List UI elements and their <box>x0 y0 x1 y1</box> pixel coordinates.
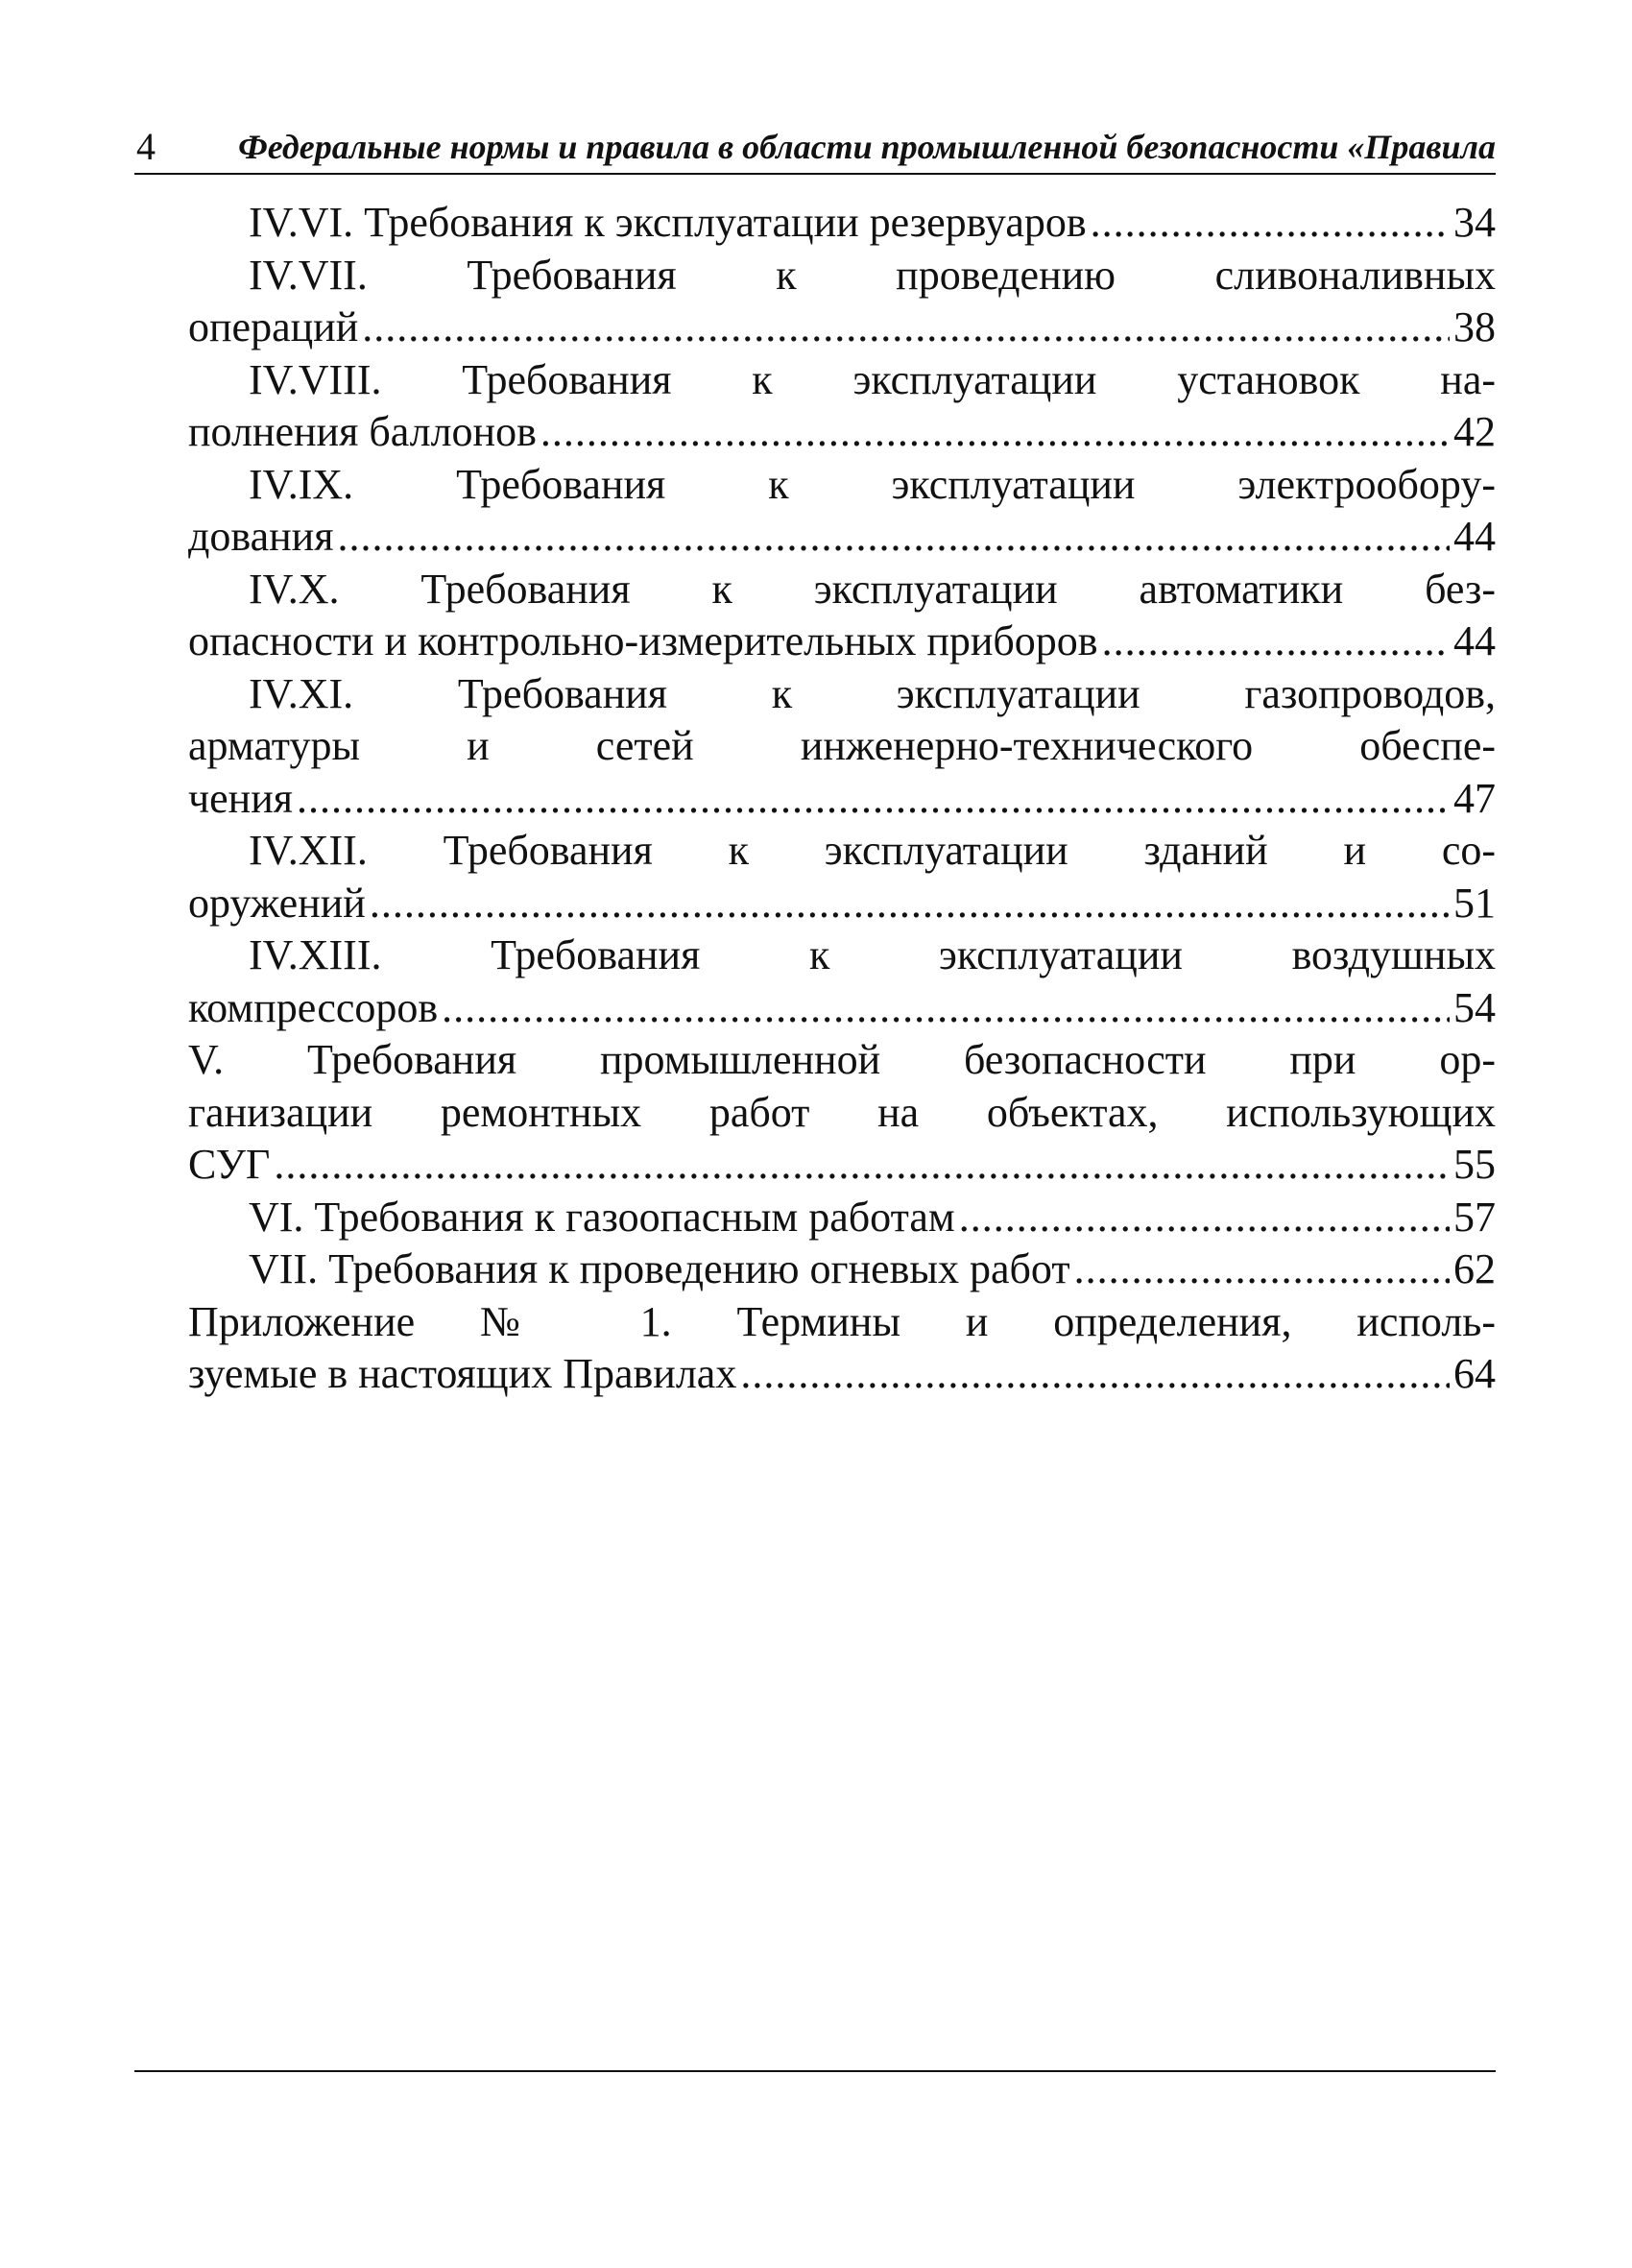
toc-entry-line: IV.XIII. Требования к эксплуатации воздушных <box>249 931 1496 978</box>
toc-page-number: 54 <box>1453 983 1496 1031</box>
toc-entry-title: оружений <box>188 879 366 927</box>
toc-entry-title: зуемые в настоящих Правилах <box>188 1350 737 1397</box>
toc-entry-title: полнения баллонов <box>188 408 537 455</box>
toc-entry-title: операций <box>188 303 359 350</box>
toc-page-number: 62 <box>1453 1245 1496 1292</box>
toc-entry-last-line <box>188 1348 1496 1401</box>
toc-page-number: 57 <box>1453 1193 1496 1241</box>
dot-leader <box>297 773 1450 826</box>
toc-entry <box>188 250 1496 354</box>
running-title: Федеральные нормы и правила в области промышленной безопасности «Правила <box>238 128 1496 166</box>
dot-leader <box>540 406 1450 459</box>
toc-entry-last-line <box>188 1243 1496 1296</box>
toc-entry <box>188 564 1496 668</box>
toc-entry-title: СУГ <box>188 1141 271 1188</box>
toc-entry-line: IV.XII. Требования к эксплуатации зданий и со- <box>249 827 1496 874</box>
toc-page-number: 44 <box>1453 617 1496 664</box>
toc-entry-title: IV.VI. Требования к эксплуатации резервуаров <box>249 199 1087 246</box>
dot-leader <box>1074 1243 1450 1296</box>
dot-leader <box>959 1192 1450 1244</box>
dot-leader <box>337 511 1450 564</box>
toc-entry-title: дования <box>188 513 334 560</box>
toc-entry-line: IV.X. Требования к эксплуатации автоматики без- <box>249 565 1496 613</box>
toc-entry-line: ганизации ремонтных работ на объектах, использующих <box>188 1088 1496 1136</box>
toc-entry-line: Приложение № 1. Термины и определения, исполь- <box>188 1297 1496 1345</box>
toc-entry-last-line <box>188 773 1496 826</box>
toc-entry-title: чения <box>188 774 293 822</box>
toc-entry-last-line <box>188 878 1496 930</box>
toc-page-number: 44 <box>1453 513 1496 560</box>
toc-page-number: 34 <box>1453 199 1496 246</box>
dot-leader <box>740 1348 1450 1401</box>
toc-entry-line: IV.IX. Требования к эксплуатации электрообору- <box>249 460 1496 508</box>
table-of-contents <box>188 197 1496 1401</box>
toc-entry-last-line <box>188 406 1496 459</box>
page-number: 4 <box>136 125 156 168</box>
toc-entry-last-line <box>188 511 1496 564</box>
toc-entry <box>188 825 1496 929</box>
dot-leader <box>1102 615 1450 668</box>
toc-entry <box>188 354 1496 459</box>
toc-entry-last-line <box>188 1139 1496 1192</box>
dot-leader <box>442 982 1450 1035</box>
toc-entry-line: арматуры и сетей инженерно-технического обеспе- <box>188 722 1496 769</box>
toc-page-number: 38 <box>1453 303 1496 350</box>
toc-page-number: 55 <box>1453 1141 1496 1188</box>
toc-entry <box>188 1192 1496 1244</box>
toc-entry-line: IV.VII. Требования к проведению сливоналивных <box>249 251 1496 299</box>
toc-page-number: 51 <box>1453 879 1496 927</box>
toc-entry-last-line <box>188 1192 1496 1244</box>
toc-entry-title: компрессоров <box>188 983 439 1031</box>
dot-leader <box>274 1139 1450 1192</box>
dot-leader <box>362 302 1450 354</box>
toc-entry-title: опасности и контрольно-измерительных приборов <box>188 617 1098 664</box>
footer-rule <box>134 2070 1496 2072</box>
toc-entry-last-line <box>188 615 1496 668</box>
toc-entry <box>188 668 1496 826</box>
toc-entry-last-line <box>188 197 1496 250</box>
toc-entry <box>188 1296 1496 1401</box>
page-header <box>134 123 1496 175</box>
toc-entry <box>188 929 1496 1034</box>
toc-page-number: 42 <box>1453 408 1496 455</box>
toc-entry-last-line <box>188 982 1496 1035</box>
toc-page-number: 47 <box>1453 774 1496 822</box>
toc-entry-title: VII. Требования к проведению огневых работ <box>249 1245 1070 1292</box>
dot-leader <box>370 878 1450 930</box>
toc-entry-title: VI. Требования к газоопасным работам <box>249 1193 955 1241</box>
toc-entry <box>188 459 1496 564</box>
toc-entry <box>188 1034 1496 1192</box>
toc-entry-line: IV.XI. Требования к эксплуатации газопроводов, <box>249 669 1496 717</box>
toc-entry <box>188 197 1496 250</box>
dot-leader <box>1091 197 1450 250</box>
toc-entry-line: IV.VIII. Требования к эксплуатации установок на- <box>249 355 1496 403</box>
toc-entry <box>188 1243 1496 1296</box>
toc-entry-last-line <box>188 302 1496 354</box>
toc-entry-line: V. Требования промышленной безопасности при ор- <box>188 1036 1496 1083</box>
toc-page-number: 64 <box>1453 1350 1496 1397</box>
